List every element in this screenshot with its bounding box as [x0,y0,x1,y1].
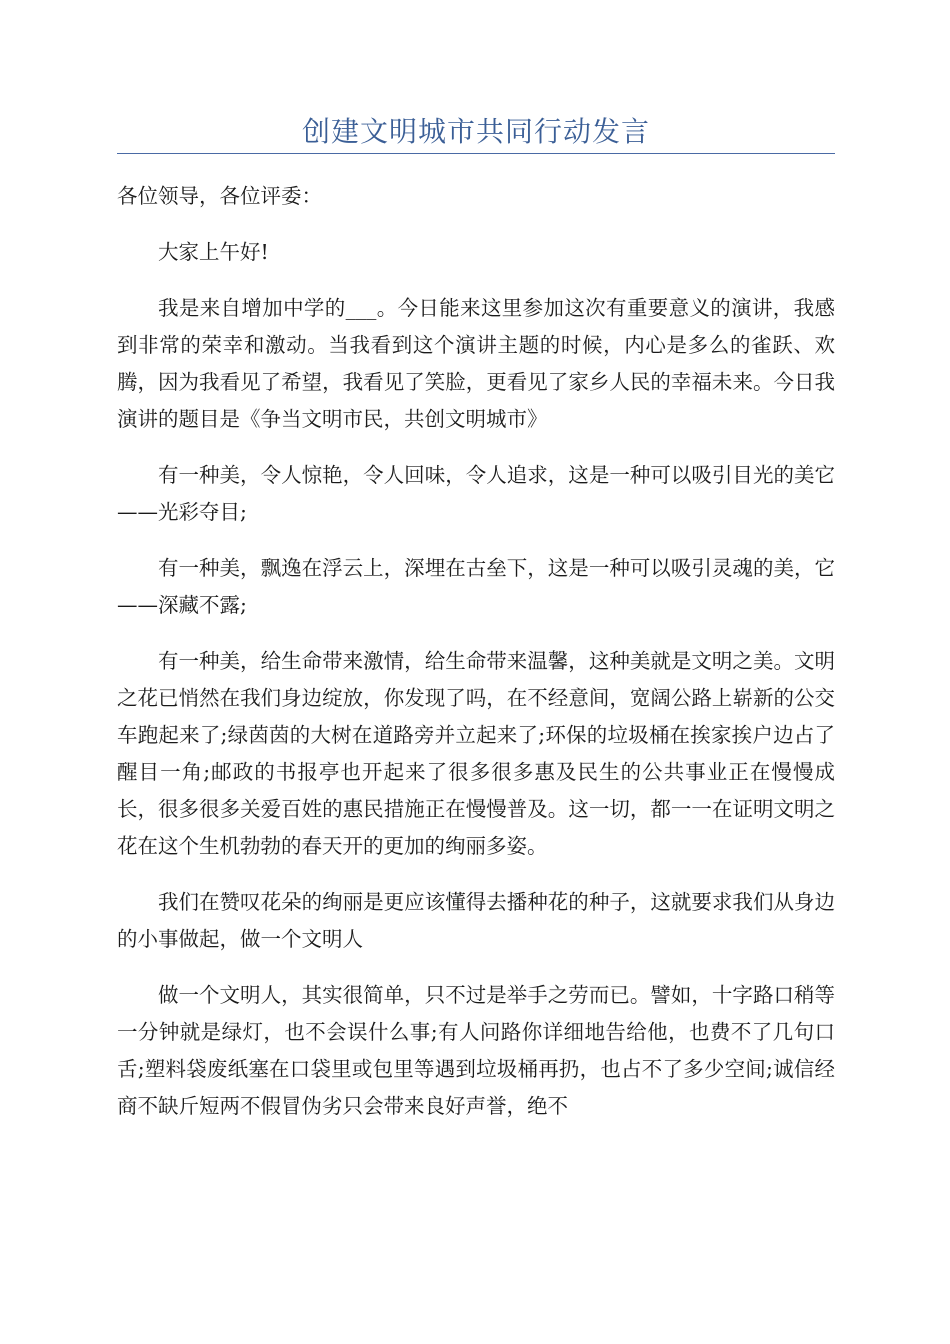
document-body [117,178,835,1144]
salutation-paragraph: 各位领导，各位评委： [117,184,322,208]
intro-paragraph: 我是来自增加中学的___。今日能来这里参加这次有重要意义的演讲，我感到非常的荣幸和激动。当我看到这个演讲主题的时候，内心是多么的雀跃、欢腾，因为我看见了希望，我看见了笑脸，更看见了家乡人民的幸福未来。今日我演讲的题目是《争当文明市民，共创文明城市》 [117,296,835,431]
civilization-paragraph: 有一种美，给生命带来激情，给生命带来温馨，这种美就是文明之美。文明之花已悄然在我们身边绽放，你发现了吗，在不经意间，宽阔公路上崭新的公交车跑起来了;绿茵茵的大树在道路旁并立起来了;环保的垃圾桶在挨家挨户边占了醒目一角;邮政的书报亭也开起来了很多很多惠及民生的公共事业正在慢慢成长，很多很多关爱百姓的惠民措施正在慢慢普及。这一切，都一一在证明文明之花在这个生机勃勃的春天开的更加的绚丽多姿。 [117,649,835,858]
beauty-paragraph-2: 有一种美，飘逸在浮云上，深埋在古垒下，这是一种可以吸引灵魂的美，它——深藏不露; [117,556,835,617]
small-things-paragraph: 我们在赞叹花朵的绚丽是更应该懂得去播种花的种子，这就要求我们从身边的小事做起，做一个文明人 [117,890,835,951]
greeting-paragraph: 大家上午好! [158,240,269,264]
beauty-paragraph-1: 有一种美，令人惊艳，令人回味，令人追求，这是一种可以吸引目光的美它——光彩夺目; [117,463,835,524]
civilized-person-paragraph: 做一个文明人，其实很简单，只不过是举手之劳而已。譬如，十字路口稍等一分钟就是绿灯，也不会误什么事;有人问路你详细地告给他，也费不了几句口舌;塑料袋废纸塞在口袋里或包里等遇到垃圾桶再扔，也占不了多少空间;诚信经商不缺斤短两不假冒伪劣只会带来良好声誉，绝不 [117,983,835,1118]
title-divider [117,153,835,154]
document-title: 创建文明城市共同行动发言 [301,115,650,148]
